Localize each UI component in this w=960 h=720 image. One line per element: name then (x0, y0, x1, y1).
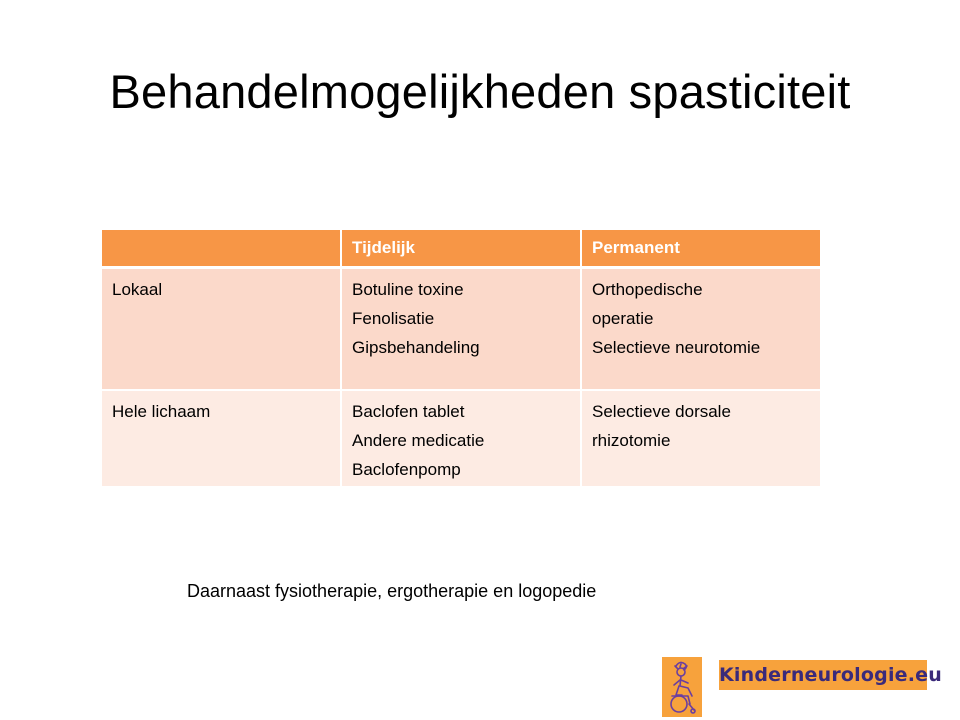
cell-line: operatie (592, 308, 654, 328)
table-row (102, 267, 820, 390)
cell-line: Orthopedische (592, 279, 703, 299)
cell-line: Baclofen tablet (352, 402, 465, 421)
table-header-row (102, 230, 820, 267)
cell-line: Andere medicatie (352, 431, 485, 450)
cell-line: Botuline toxine (352, 279, 464, 299)
table-row (102, 390, 820, 486)
treatment-table (102, 230, 820, 486)
cell-permanent (581, 390, 820, 486)
row-label: Lokaal (102, 267, 341, 390)
cell-line: Fenolisatie (352, 308, 435, 328)
cell-line: Selectieve dorsale (592, 402, 731, 421)
cell-line: Baclofenpomp (352, 460, 461, 479)
header-empty (102, 230, 341, 267)
header-tijdelijk: Tijdelijk (341, 230, 581, 267)
cell-tijdelijk (341, 267, 581, 390)
wheelchair-child-icon (662, 657, 702, 717)
cell-line: Selectieve neurotomie (592, 337, 761, 357)
logo-figure-drawing (662, 657, 702, 717)
logo-text: Kinderneurologie.eu (719, 660, 927, 690)
slide-title: Behandelmogelijkheden spasticiteit (109, 65, 851, 118)
footnote-text: Daarnaast fysiotherapie, ergotherapie en logopedie (187, 581, 597, 601)
cell-line: rhizotomie (592, 431, 671, 450)
row-label: Hele lichaam (102, 390, 341, 486)
cell-permanent (581, 267, 820, 390)
cell-tijdelijk (341, 390, 581, 486)
header-permanent: Permanent (581, 230, 820, 267)
cell-line: Gipsbehandeling (352, 337, 480, 357)
